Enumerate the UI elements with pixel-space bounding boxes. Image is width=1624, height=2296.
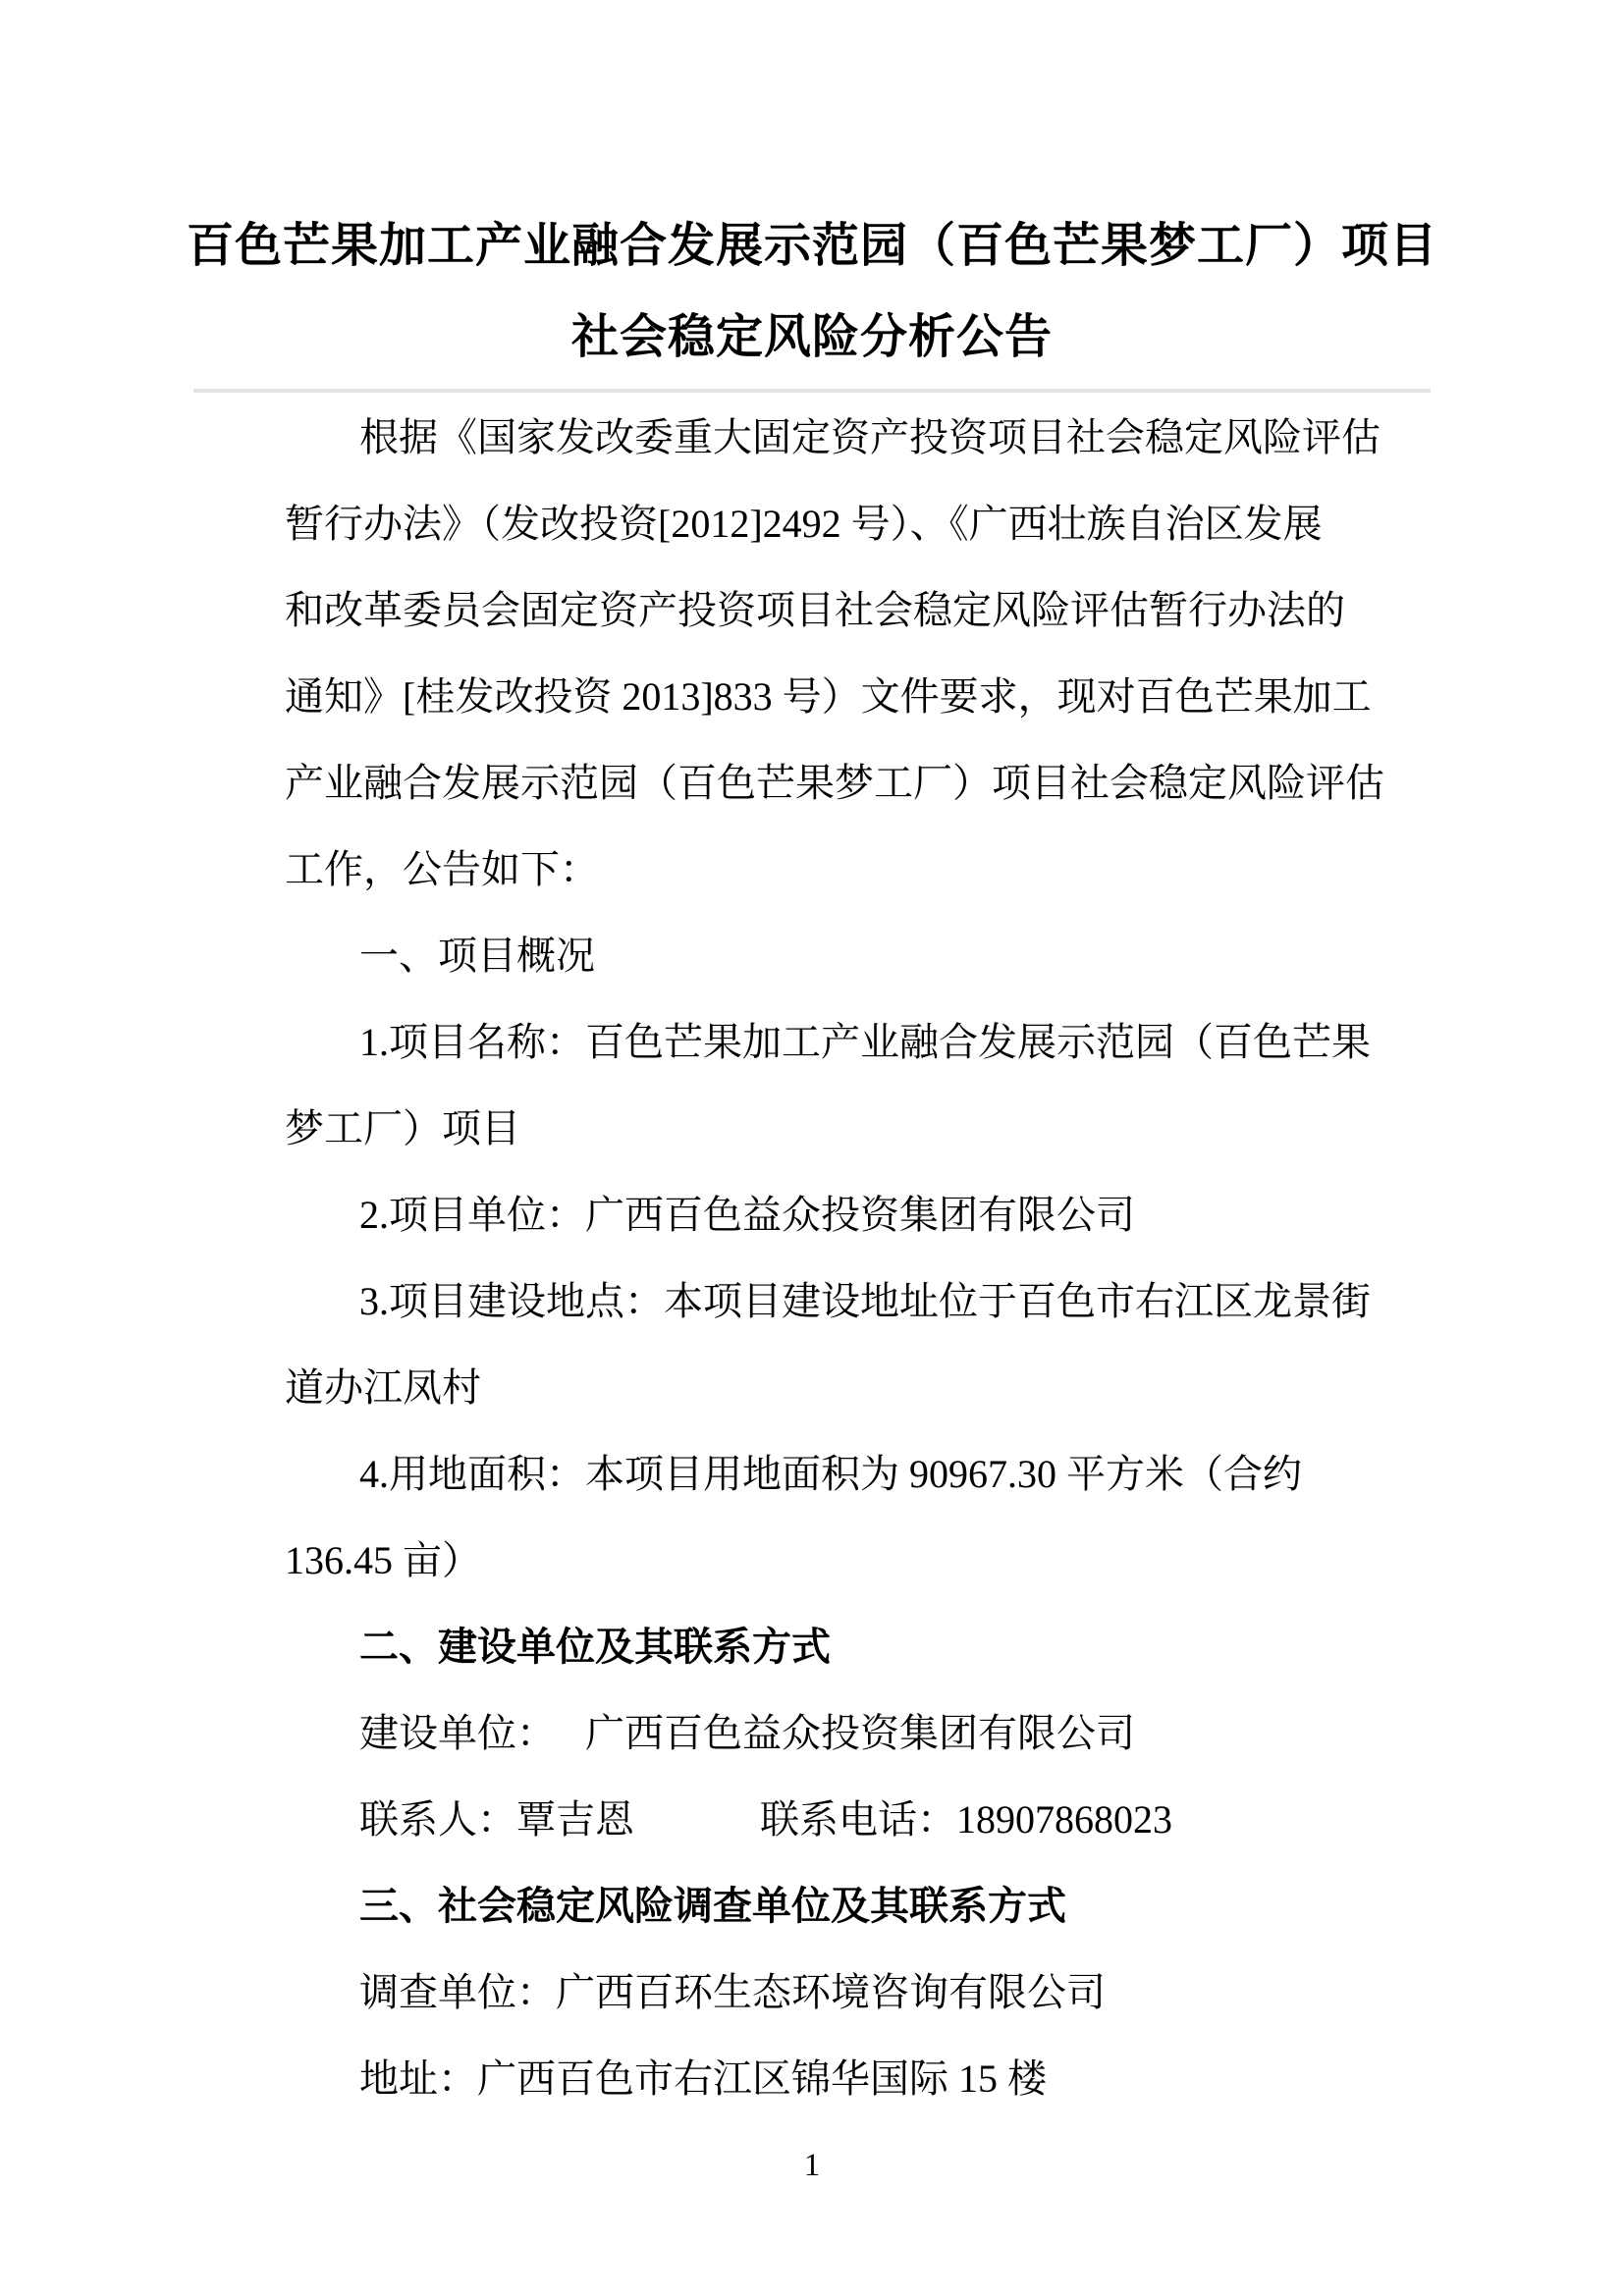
intro-line-5: 产业融合发展示范园（百色芒果梦工厂）项目社会稳定风险评估	[285, 761, 1384, 805]
section1-item1-line1: 1.项目名称：百色芒果加工产业融合发展示范园（百色芒果	[359, 1020, 1371, 1064]
section2-builder-line	[285, 1690, 1624, 1777]
intro-line-2: 暂行办法》（发改投资[2012]2492 号）、《广西壮族自治区发展	[285, 502, 1323, 546]
document-title-line-1: 百色芒果加工产业融合发展示范园（百色芒果梦工厂）项目	[186, 220, 1437, 272]
section1-item1-line2: 梦工厂）项目	[285, 1106, 520, 1150]
section3-survey-unit: 调查单位：广西百环生态环境咨询有限公司	[359, 1970, 1106, 2014]
document-title-line-2: 社会稳定风险分析公告	[570, 311, 1053, 363]
page-number: 1	[803, 2148, 821, 2183]
section1-heading: 一、项目概况	[359, 934, 595, 978]
document-title	[0, 0, 1624, 383]
intro-line-6: 工作，公告如下：	[285, 847, 599, 891]
section1-item3-line2: 道办江凤村	[285, 1365, 481, 1410]
section3-heading: 三、社会稳定风险调查单位及其联系方式	[359, 1884, 1066, 1928]
intro-line-1: 根据《国家发改委重大固定资产投资项目社会稳定风险评估	[359, 415, 1380, 459]
document-body	[285, 395, 1624, 2122]
section1-item4-line2: 136.45 亩）	[285, 1538, 481, 1582]
section1-item4-line1: 4.用地面积：本项目用地面积为 90967.30 平方米（合约	[359, 1452, 1302, 1496]
contact-person: 联系人：覃吉恩	[359, 1797, 634, 1842]
builder-value: 广西百色益众投资集团有限公司	[585, 1711, 1135, 1755]
intro-line-3: 和改革委员会固定资产投资项目社会稳定风险评估暂行办法的	[285, 588, 1345, 632]
builder-label: 建设单位：	[359, 1711, 556, 1755]
section1-item2: 2.项目单位：广西百色益众投资集团有限公司	[359, 1193, 1135, 1237]
section3-address: 地址：广西百色市右江区锦华国际 15 楼	[359, 2056, 1047, 2101]
contact-phone: 联系电话：18907868023	[760, 1797, 1172, 1842]
section2-heading: 二、建设单位及其联系方式	[359, 1625, 831, 1669]
section2-contact-line	[285, 1777, 1624, 1863]
title-divider	[193, 389, 1431, 393]
intro-line-4: 通知》[桂发改投资 2013]833 号）文件要求，现对百色芒果加工	[285, 674, 1372, 719]
section1-item3-line1: 3.项目建设地点：本项目建设地址位于百色市右江区龙景街	[359, 1279, 1371, 1323]
